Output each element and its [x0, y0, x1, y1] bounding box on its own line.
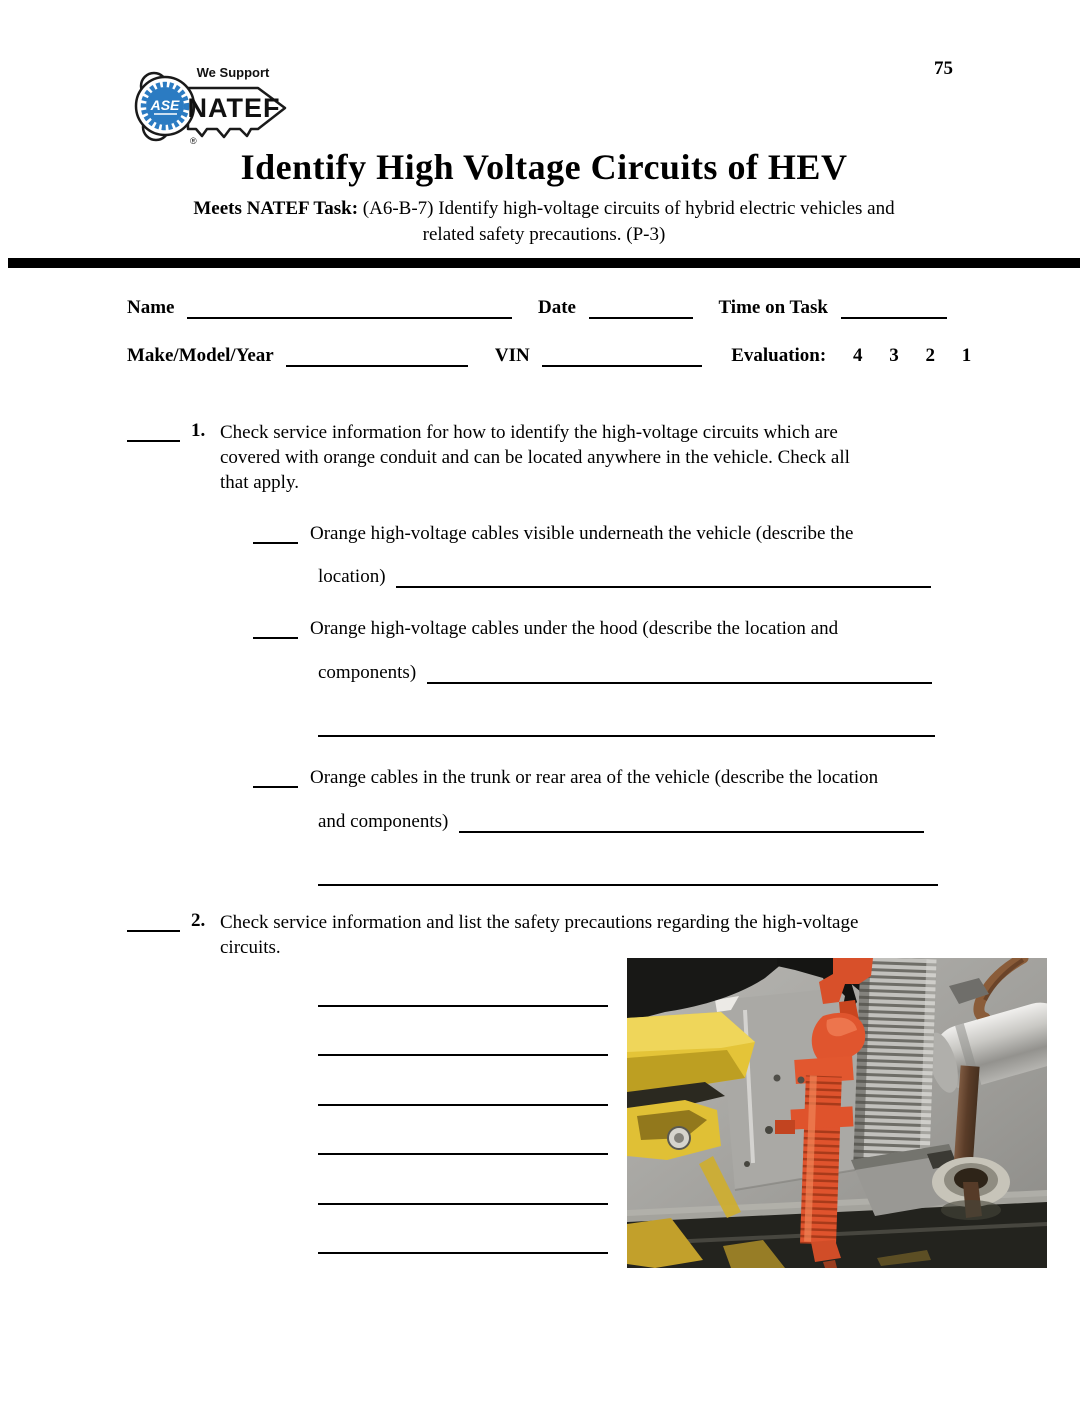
- task-1-text: [220, 420, 944, 495]
- task-1-completion-blank[interactable]: [127, 423, 180, 442]
- form-row-1: [127, 297, 947, 319]
- checkbox-blank-underneath[interactable]: [253, 525, 298, 544]
- vehicle-underside-photo-image: [627, 958, 1047, 1268]
- eval-score-1[interactable]: 1: [961, 345, 972, 366]
- answer-line-5[interactable]: [318, 1203, 608, 1205]
- eval-score-4[interactable]: 4: [852, 345, 863, 366]
- checklist-subrow-components: [318, 662, 932, 684]
- evaluation-label: Evaluation:: [731, 345, 827, 366]
- task-2-number: 2.: [191, 910, 206, 931]
- answer-line-2[interactable]: [318, 1054, 608, 1056]
- components-continuation-line[interactable]: [318, 735, 935, 737]
- make-model-year-label: Make/Model/Year: [127, 345, 274, 366]
- checklist-subrow-and-components: [318, 811, 924, 833]
- and-components-label: and components): [318, 811, 449, 832]
- checkbox-blank-under-hood[interactable]: [253, 620, 298, 639]
- task-2-completion-blank[interactable]: [127, 913, 180, 932]
- checklist-text-underneath: Orange high-voltage cables visible underneath the vehicle (describe the: [310, 523, 854, 544]
- checklist-subrow-location: [318, 566, 931, 588]
- task-meta-line1: [0, 196, 1088, 222]
- name-input-line[interactable]: [187, 300, 512, 319]
- answer-line-1[interactable]: [318, 1005, 608, 1007]
- eval-score-2[interactable]: 2: [925, 345, 935, 366]
- task-2-text: [220, 910, 956, 960]
- components-label: components): [318, 662, 417, 683]
- logo-org-text: NATEF: [187, 93, 281, 123]
- checkbox-blank-trunk[interactable]: [253, 769, 298, 788]
- task-1-line-3: that apply.: [220, 472, 299, 493]
- location-label: location): [318, 566, 386, 587]
- logo-support-text: We Support: [196, 65, 270, 80]
- date-input-line[interactable]: [589, 300, 693, 319]
- page-title: Identify High Voltage Circuits of HEV: [240, 147, 848, 187]
- task-meta-label: Meets NATEF Task:: [193, 198, 359, 219]
- answer-line-4[interactable]: [318, 1153, 608, 1155]
- and-components-write-in-line[interactable]: [459, 814, 924, 833]
- task-1-line-1: Check service information for how to identify the high-voltage circuits which are: [220, 422, 838, 443]
- logo-registered-mark: ®: [190, 136, 197, 146]
- name-label: Name: [127, 297, 175, 318]
- ase-gear-label: ASE: [150, 97, 180, 113]
- answer-line-6[interactable]: [318, 1252, 608, 1254]
- make-model-year-input-line[interactable]: [286, 348, 468, 367]
- task-meta-text1: (A6-B-7) Identify high-voltage circuits of hybrid electric vehicles and: [362, 198, 895, 219]
- task-1-number: 1.: [191, 420, 206, 441]
- trunk-continuation-line[interactable]: [318, 884, 938, 886]
- checklist-text-under-hood: Orange high-voltage cables under the hood (describe the location and: [310, 618, 839, 639]
- task-2-line-2: circuits.: [220, 937, 281, 958]
- location-write-in-line[interactable]: [396, 569, 931, 588]
- time-on-task-input-line[interactable]: [841, 300, 947, 319]
- time-on-task-label: Time on Task: [718, 297, 828, 318]
- header-divider: [8, 258, 1080, 268]
- eval-score-3[interactable]: 3: [889, 345, 899, 366]
- date-label: Date: [537, 297, 576, 318]
- page-number: 75: [934, 58, 953, 79]
- answer-line-3[interactable]: [318, 1104, 608, 1106]
- vin-input-line[interactable]: [542, 348, 702, 367]
- components-write-in-line[interactable]: [427, 665, 932, 684]
- form-row-2: [127, 345, 971, 367]
- task-2-line-1: Check service information and list the safety precautions regarding the high-voltage: [220, 912, 859, 933]
- task-1-line-2: covered with orange conduit and can be located anywhere in the vehicle. Check all: [220, 447, 850, 468]
- task-meta-line2: related safety precautions. (P-3): [422, 224, 666, 245]
- natef-key-logo-icon: [132, 56, 294, 146]
- task-meta: [0, 196, 1088, 248]
- natef-logo: [132, 56, 294, 146]
- checklist-text-trunk: Orange cables in the trunk or rear area of the vehicle (describe the location: [310, 767, 879, 788]
- vin-label: VIN: [494, 345, 530, 366]
- vehicle-underside-photo: [627, 958, 1047, 1268]
